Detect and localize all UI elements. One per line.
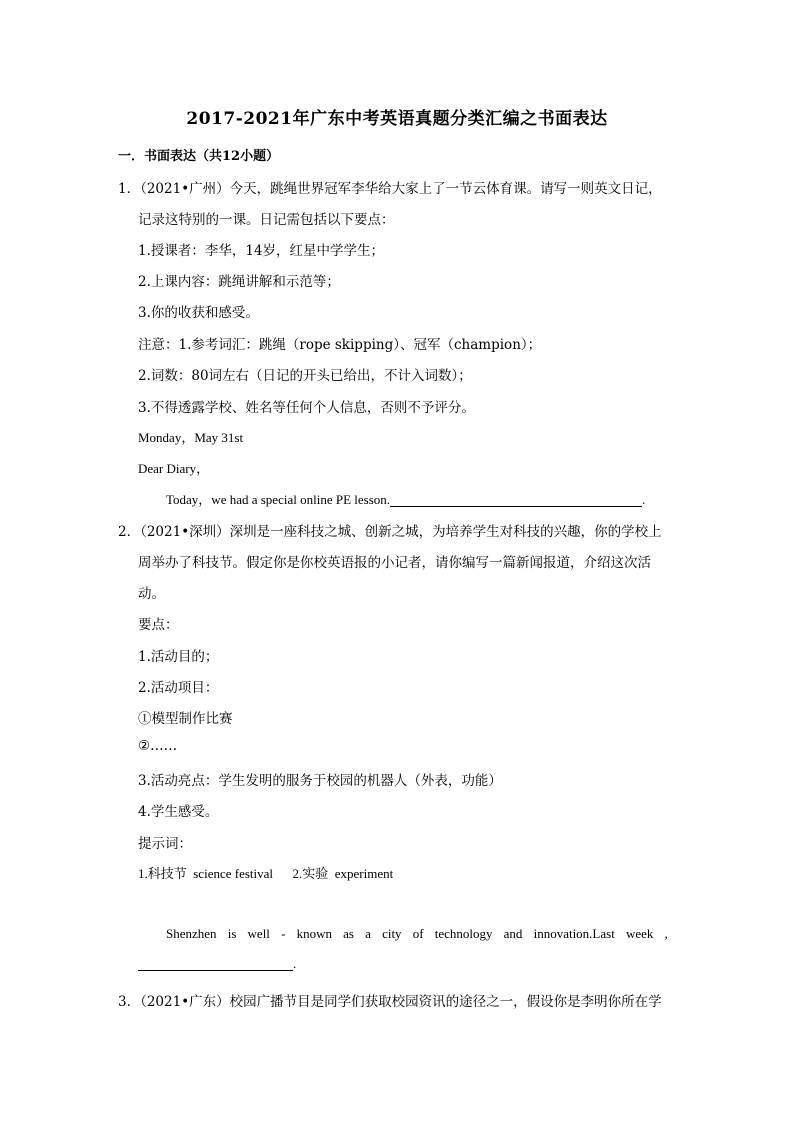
q2-opening-word: a [365, 926, 371, 941]
q2-line-3: 动。 [138, 586, 165, 602]
q1-end-punct: . [642, 492, 646, 507]
q2-opening-word: , [664, 926, 668, 941]
q1-note-1: 注意：1.参考词汇：跳绳（rope skipping）、冠军（champion）； [138, 337, 542, 353]
q2-opening-word: Shenzhen [166, 926, 217, 941]
q2-opening-word: well [247, 926, 270, 941]
q2-opening-word: known [296, 926, 332, 941]
q2-opening-word: innovation.Last [533, 926, 615, 941]
q2-opening-line [166, 926, 668, 942]
section-heading: 一．书面表达（共12小题） [118, 149, 280, 164]
q2-point-1: 1.活动目的； [138, 649, 219, 665]
q1-line-1: 1．（2021•广州）今天，跳绳世界冠军李华给大家上了一节云体育课。请写一则英文日记， [118, 181, 662, 197]
q2-opening-word: week [625, 926, 654, 941]
q2-hints: 1.科技节 science festival 2.实验 experiment [138, 866, 394, 881]
q1-point-1: 1.授课者：李华，14岁，红星中学学生； [138, 243, 385, 259]
q2-line-2: 周举办了科技节。假定你是你校英语报的小记者，请你编写一篇新闻报道，介绍这次活 [138, 555, 651, 571]
q1-note-3: 3.不得透露学校、姓名等任何个人信息，否则不予评分。 [138, 400, 475, 416]
q2-points-label: 要点： [138, 617, 179, 633]
q2-answer-line [138, 956, 296, 972]
q2-item-2: ②…… [138, 738, 178, 754]
q2-opening-word: and [503, 926, 523, 941]
q1-diary-salutation: Dear Diary， [138, 461, 210, 476]
q2-opening-word: city [382, 926, 402, 941]
q2-line-1: 2．（2021•深圳）深圳是一座科技之城、创新之城，为培养学生对科技的兴趣，你的学校上 [118, 524, 662, 540]
q2-point-4: 4.学生感受。 [138, 804, 219, 820]
q2-hints-label: 提示词： [138, 836, 192, 852]
q2-item-1: ①模型制作比赛 [138, 711, 233, 727]
page-title: 2017-2021年广东中考英语真题分类汇编之书面表达 [186, 109, 608, 129]
q2-answer-blank[interactable] [138, 956, 293, 971]
q3-line-1: 3．（2021•广东）校园广播节目是同学们获取校园资讯的途径之一，假设你是李明你所在学 [118, 994, 662, 1010]
q2-opening-word: technology [434, 926, 493, 941]
q1-point-3: 3.你的收获和感受。 [138, 305, 259, 321]
q2-opening-word: of [412, 926, 424, 941]
q1-diary-opening [166, 489, 645, 508]
q1-answer-blank[interactable] [390, 492, 642, 507]
q2-opening-word: as [343, 926, 354, 941]
q1-opening-text: Today，we had a special online PE lesson. [166, 492, 391, 507]
q1-point-2: 2.上课内容：跳绳讲解和示范等； [138, 274, 340, 290]
q2-point-3: 3.活动亮点：学生发明的服务于校园的机器人（外表，功能） [138, 773, 502, 789]
q1-diary-date: Monday，May 31st [138, 430, 244, 445]
q1-line-2: 记录这特别的一课。日记需包括以下要点： [138, 212, 395, 228]
q2-opening-word: - [281, 926, 286, 941]
q2-point-2: 2.活动项目： [138, 680, 219, 696]
q2-end-punct: . [293, 956, 297, 971]
q1-note-2: 2.词数：80词左右（日记的开头已给出，不计入词数）； [138, 368, 472, 384]
q2-opening-word: is [227, 926, 237, 941]
